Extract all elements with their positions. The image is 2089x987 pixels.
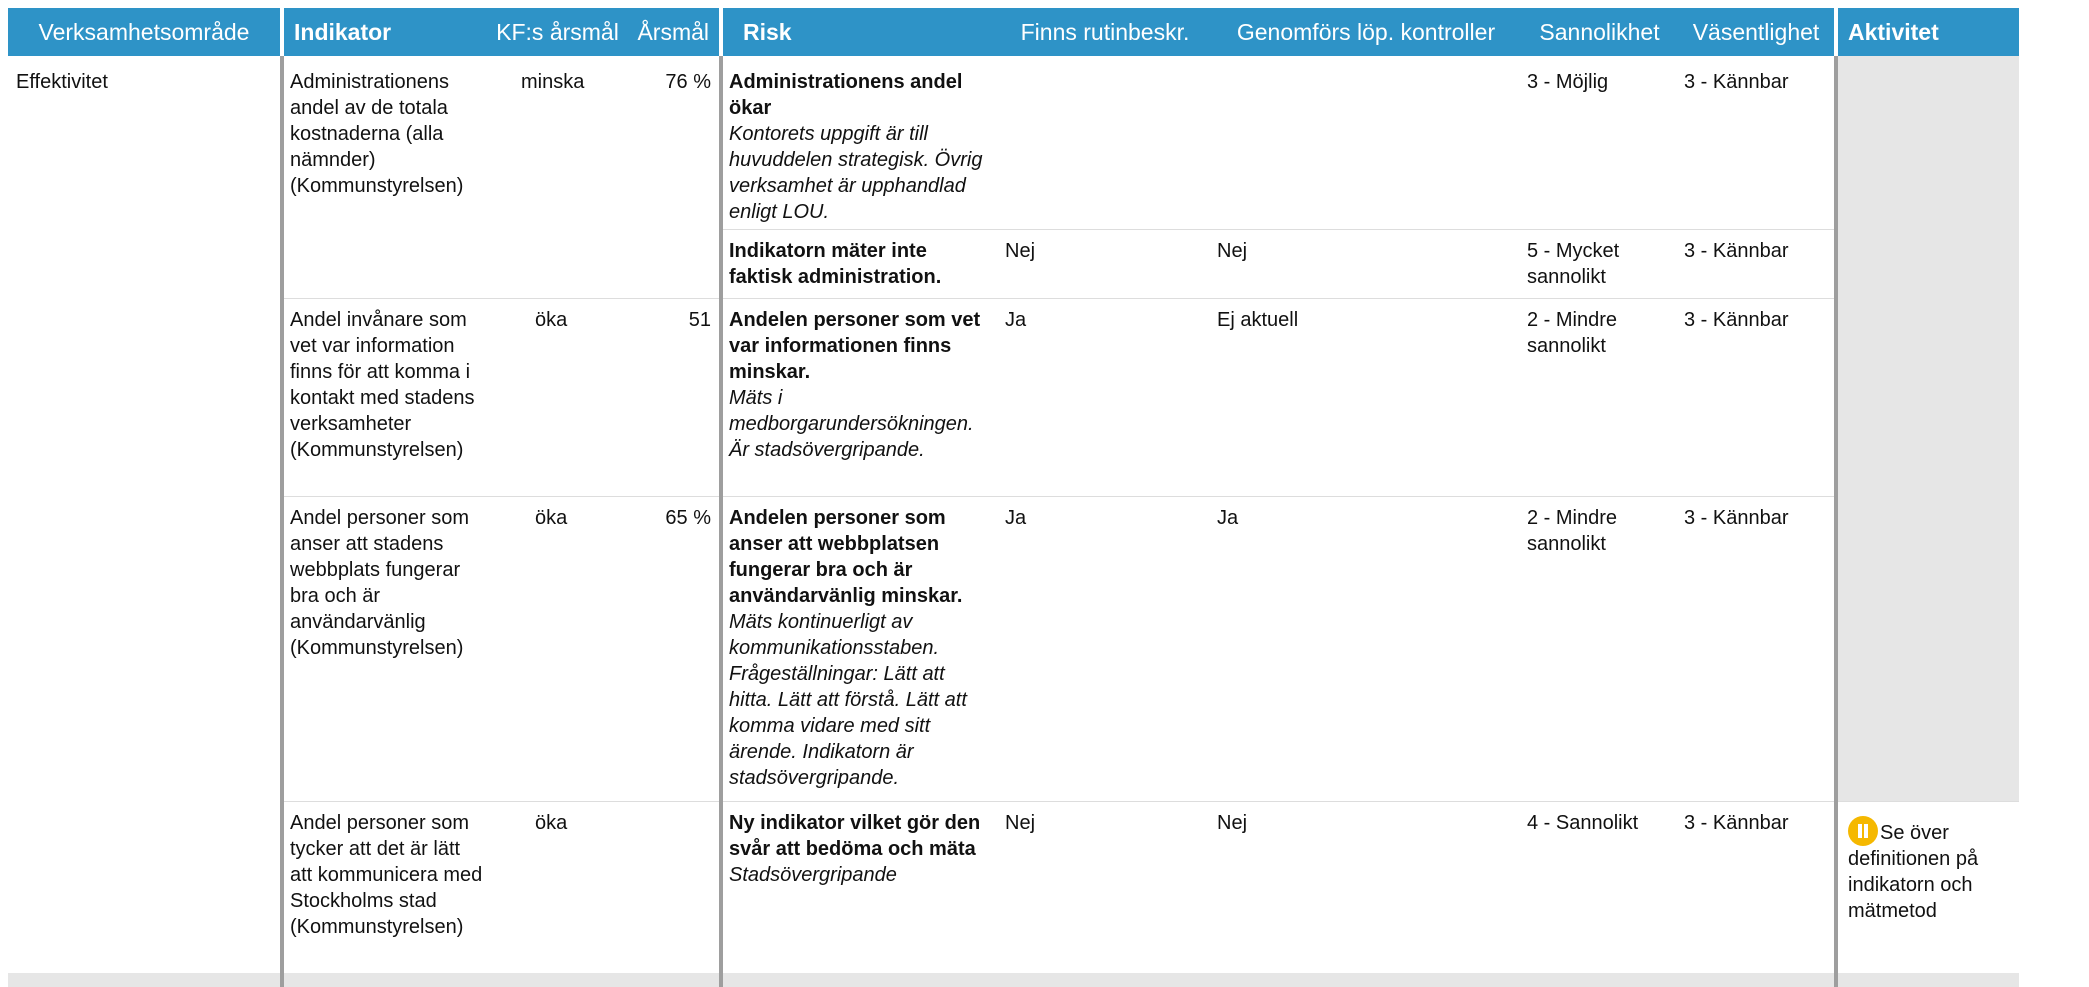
header-controls: Genomförs löp. kontroller <box>1211 8 1521 56</box>
controls-cell <box>1211 61 1521 229</box>
significance-cell: 3 - Kännbar <box>1684 71 1789 93</box>
risk-description: Mäts kontinuerligt av kommunikationsstaben. Frågeställningar: Lätt att hitta. Lätt att förstå. Lätt att komma vidare med sitt ärende. Indikatorn är stadsövergripande. <box>729 611 967 789</box>
controls-cell: Ej aktuell <box>1211 298 1521 496</box>
activity-cell[interactable] <box>1838 801 2019 973</box>
risk-title: Andelen personer som anser att webbplatsen fungerar bra och är användarvänlig minskar. <box>729 507 963 607</box>
controls-cell: Nej <box>1211 229 1521 298</box>
risk-title: Ny indikator vilket gör den svår att bedöma och mäta <box>729 812 981 860</box>
footer-bar <box>723 973 1834 987</box>
routine-cell: Ja <box>999 298 1211 496</box>
footer-bar <box>8 973 280 987</box>
activity-text: Se över definitionen på indikatorn och mätmetod <box>1848 822 1979 922</box>
indicator-kf-goal: minska <box>521 71 585 93</box>
footer-bar <box>1838 973 2019 987</box>
probability-cell: 5 - Mycket sannolikt <box>1521 229 1678 298</box>
activity-empty-cell <box>1838 56 2019 801</box>
header-area: Verksamhetsområde <box>8 8 280 56</box>
header-kf-goal: KF:s årsmål <box>491 8 624 56</box>
routine-cell: Nej <box>999 229 1211 298</box>
probability-cell: 3 - Möjlig <box>1527 71 1609 93</box>
risk-description: Mäts i medborgarundersökningen. Är stadsövergripande. <box>729 387 974 461</box>
indicator-goal: 76 % <box>665 71 711 93</box>
indicator-goal <box>624 801 719 973</box>
risk-title: Andelen personer som vet var informationen finns minskar. <box>729 309 981 383</box>
header-indicator: Indikator <box>284 8 491 56</box>
probability-cell: 2 - Mindre sannolikt <box>1521 496 1678 801</box>
header-significance: Väsentlighet <box>1678 8 1834 56</box>
indicator-kf-goal: öka <box>491 298 624 496</box>
indicator-kf-goal: öka <box>491 801 624 973</box>
controls-cell: Nej <box>1211 801 1521 973</box>
risk-cell <box>723 496 999 801</box>
indicator-name: Andel personer som anser att stadens webbplats fungerar bra och är användarvänlig (Kommunstyrelsen) <box>284 496 491 801</box>
indicator-kf-goal: öka <box>491 496 624 801</box>
risk-cell <box>723 801 999 973</box>
indicator-name: Andel personer som tycker att det är lätt att kommunicera med Stockholms stad (Kommunstyrelsen) <box>284 801 491 973</box>
header-risk: Risk <box>723 8 999 56</box>
risk-description: Kontorets uppgift är till huvuddelen strategisk. Övrig verksamhet är upphandlad enligt LOU. <box>729 123 983 223</box>
significance-cell: 3 - Kännbar <box>1678 229 1834 298</box>
header-probability: Sannolikhet <box>1521 8 1678 56</box>
pause-icon <box>1848 816 1878 846</box>
area-cell: Effektivitet <box>16 71 108 93</box>
risk-cell <box>723 229 999 298</box>
indicator-name: Administrationens andel av de totala kostnaderna (alla nämnder) (Kommunstyrelsen) <box>290 71 464 197</box>
controls-cell: Ja <box>1211 496 1521 801</box>
routine-cell: Nej <box>999 801 1211 973</box>
risk-cell <box>723 298 999 496</box>
routine-cell <box>999 61 1211 229</box>
header-activity: Aktivitet <box>1838 8 2019 56</box>
probability-cell: 2 - Mindre sannolikt <box>1521 298 1678 496</box>
risk-description: Stadsövergripande <box>729 864 897 886</box>
header-goal: Årsmål <box>624 8 719 56</box>
significance-cell: 3 - Kännbar <box>1678 496 1834 801</box>
significance-cell: 3 - Kännbar <box>1678 298 1834 496</box>
indicator-name: Andel invånare som vet var information finns för att komma i kontakt med stadens verksamheter (Kommunstyrelsen) <box>284 298 491 496</box>
routine-cell: Ja <box>999 496 1211 801</box>
footer-bar <box>284 973 719 987</box>
indicator-goal: 51 <box>624 298 719 496</box>
probability-cell: 4 - Sannolikt <box>1521 801 1678 973</box>
header-routine: Finns rutinbeskr. <box>999 8 1211 56</box>
risk-title: Indikatorn mäter inte faktisk administration. <box>729 240 942 288</box>
risk-table <box>8 8 2019 987</box>
risk-title: Administrationens andel ökar <box>729 71 963 119</box>
significance-cell: 3 - Kännbar <box>1678 801 1834 973</box>
risk-cell <box>723 61 999 229</box>
indicator-goal: 65 % <box>624 496 719 801</box>
